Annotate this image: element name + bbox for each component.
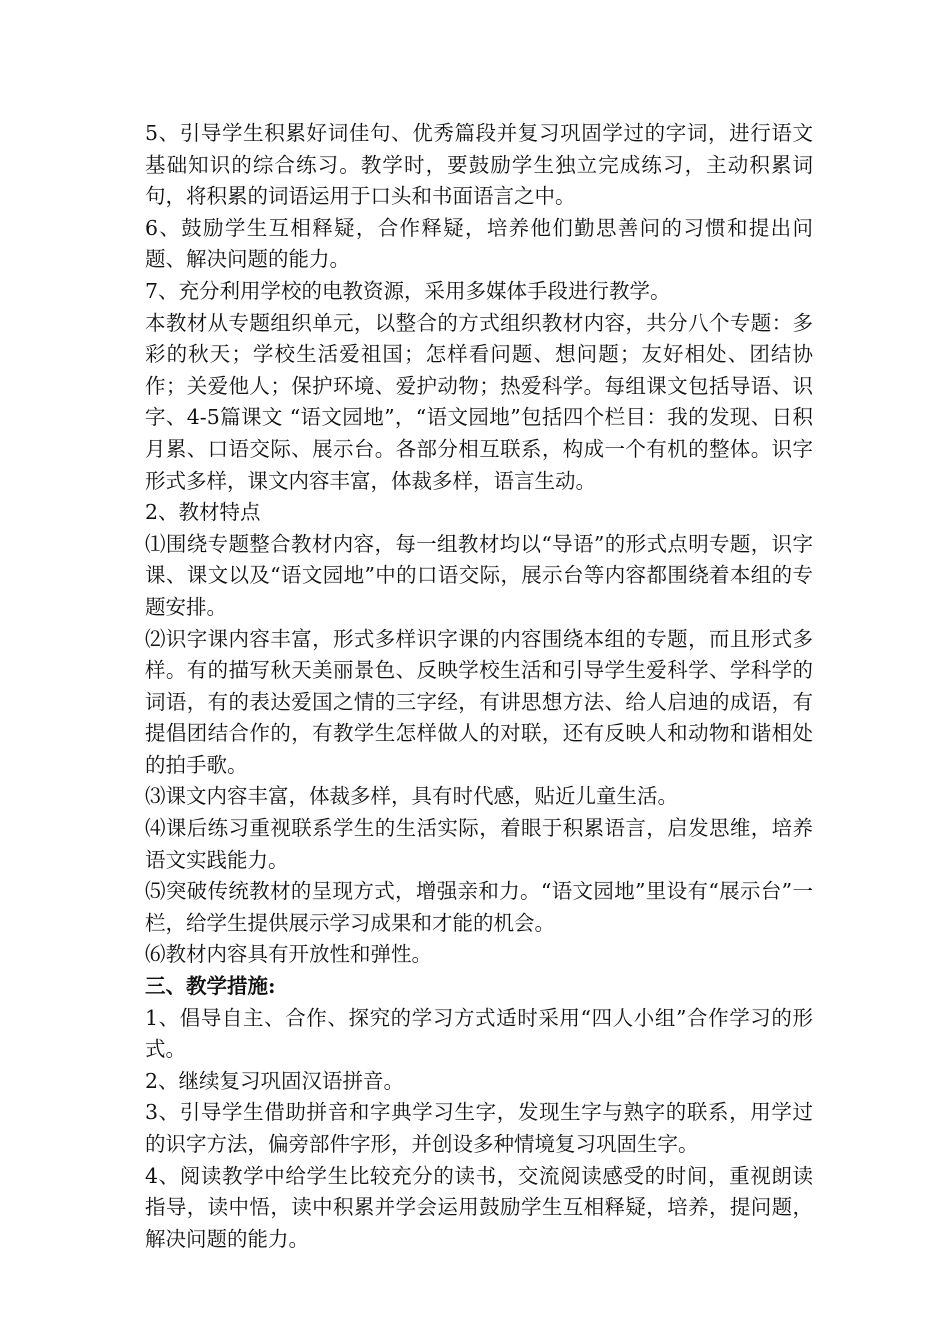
feature-item-1: ⑴围绕专题整合教材内容，每一组教材均以“导语”的形式点明专题，识字课、课文以及“语文园地”中的口语交际，展示台等内容都围绕着本组的专题安排。: [145, 531, 813, 619]
feature-item-2: ⑵识字课内容丰富，形式多样识字课的内容围绕本组的专题，而且形式多样。有的描写秋天美丽景色、反映学校生活和引导学生爱科学、学科学的词语，有的表达爱国之情的三字经，有讲思想方法、给人启迪的成语，有提倡团结合作的，有教学生怎样做人的对联，还有反映人和动物和谐相处的拍手歌。: [145, 626, 813, 777]
measure-item-1: 1、倡导自主、合作、探究的学习方式适时采用“四人小组”合作学习的形式。: [145, 1005, 813, 1062]
measure-item-4: 4、阅读教学中给学生比较充分的读书，交流阅读感受的时间，重视朗读指导，读中悟，读中积累并学会运用鼓励学生互相释疑，培养，提问题，解决问题的能力。: [145, 1163, 813, 1251]
feature-item-5: ⑸突破传统教材的呈现方式，增强亲和力。“语文园地”里设有“展示台”一栏，给学生提供展示学习成果和才能的机会。: [145, 879, 813, 935]
paragraph-textbook-overview: 本教材从专题组织单元，以整合的方式组织教材内容，共分八个专题：多彩的秋天；学校生活爱祖国；怎样看问题、想问题；友好相处、团结协作；关爱他人；保护环境、爱护动物；热爱科学。每组课文包括导语、识字、4-5篇课文 “语文园地”，“语文园地”包括四个栏目：我的发现、日积月累、口语交际、展示台。各部分相互联系，构成一个有机的整体。识字形式多样，课文内容丰富，体裁多样，语言生动。: [145, 310, 813, 493]
section-heading-textbook-features: 2、教材特点: [145, 500, 261, 525]
paragraph-item-5: 5、引导学生积累好词佳句、优秀篇段并复习巩固学过的字词，进行语文基础知识的综合练习。教学时，要鼓励学生独立完成练习，主动积累词句，将积累的词语运用于口头和书面语言之中。: [145, 121, 813, 209]
measure-item-2: 2、继续复习巩固汉语拼音。: [145, 1068, 405, 1093]
feature-item-4: ⑷课后练习重视联系学生的生活实际，着眼于积累语言，启发思维，培养语文实践能力。: [145, 816, 813, 872]
feature-item-3: ⑶课文内容丰富，体裁多样，具有时代感，贴近儿童生活。: [145, 784, 678, 809]
feature-item-6: ⑹教材内容具有开放性和弹性。: [145, 942, 432, 967]
section-heading-teaching-measures: 三、教学措施:: [145, 974, 276, 999]
paragraph-item-7: 7、充分利用学校的电教资源，采用多媒体手段进行教学。: [145, 278, 671, 303]
measure-item-3: 3、引导学生借助拼音和字典学习生字，发现生字与熟字的联系，用学过的识字方法，偏旁部件字形，并创设多种情境复习巩固生字。: [145, 1100, 813, 1156]
paragraph-item-6: 6、鼓励学生互相释疑，合作释疑，培养他们勤思善问的习惯和提出问题、解决问题的能力。: [145, 215, 813, 272]
document-page: [145, 118, 813, 1255]
